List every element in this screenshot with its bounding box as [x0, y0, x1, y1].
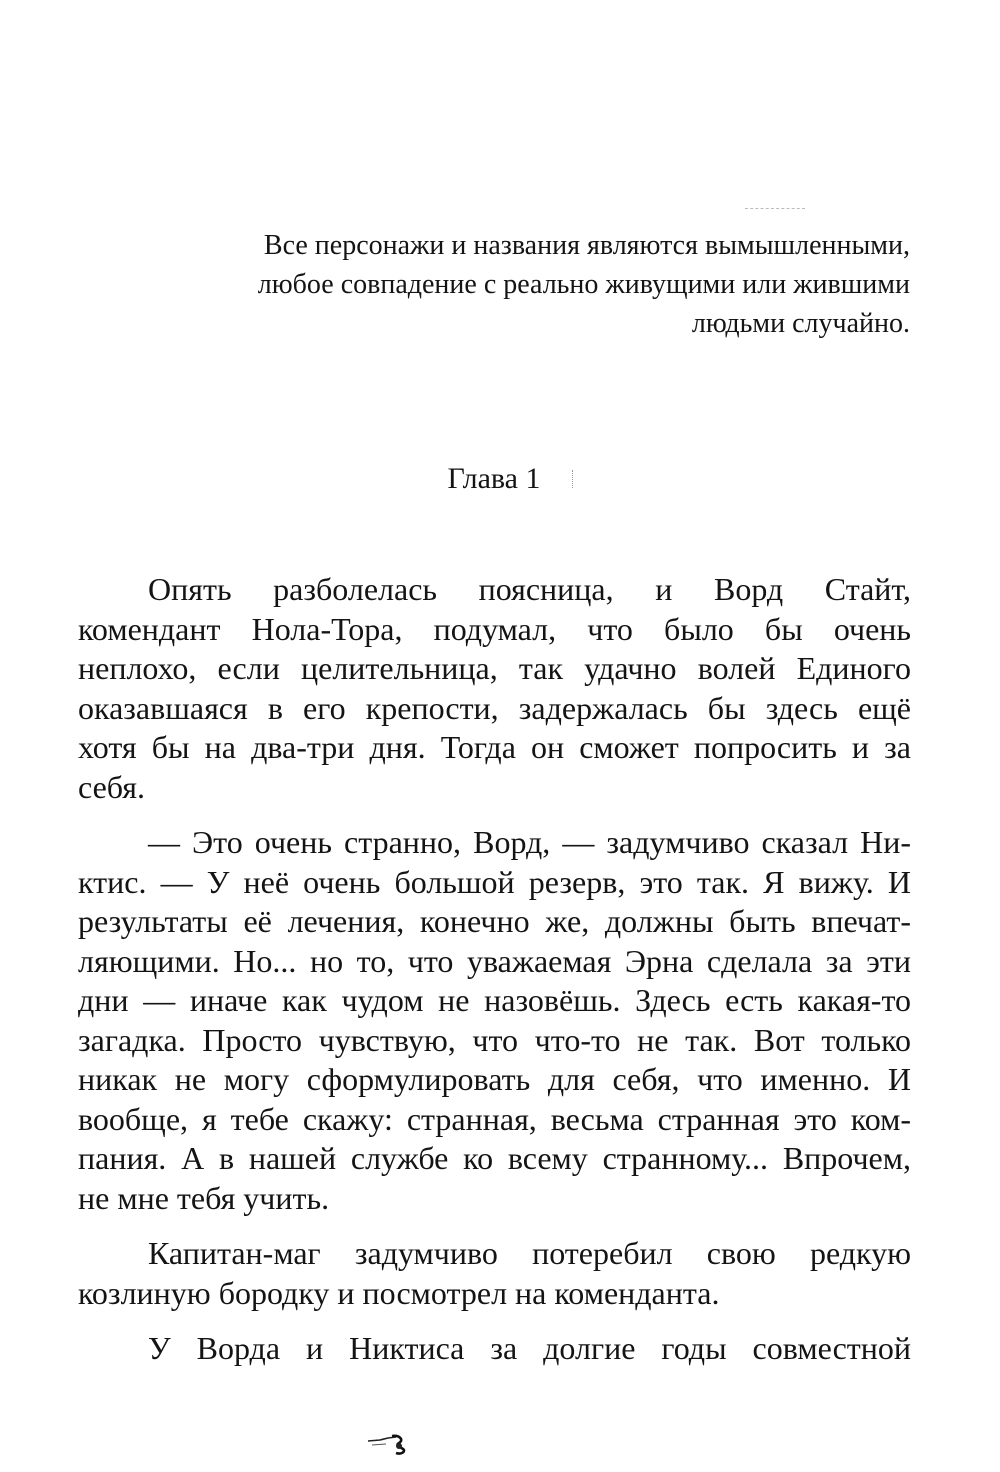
text-line: не мне тебя учить.: [78, 1179, 330, 1216]
text-line: комендант Нола-Тора, подумал, что было бы очень: [78, 610, 911, 647]
text-line: У Ворда и Никтиса за долгие годы совместной: [148, 1330, 911, 1366]
text-line: Опять разболелась поясница, и Ворд Стайт,: [148, 571, 911, 607]
text-line: хотя бы на два-три дня. Тогда он сможет попросить и за: [78, 729, 911, 765]
disclaimer-line: людьми случайно.: [691, 308, 910, 339]
text-line: результаты её лечения, конечно же, должны быть впечат-: [78, 903, 911, 939]
text-line: ляющими. Но... но то, что уважаемая Эрна сделала за эти: [78, 942, 911, 979]
text-line: оказавшаяся в его крепости, задержалась бы здесь ещё: [78, 689, 911, 726]
chapter-body: [78, 570, 911, 1385]
scan-artifact-smudge: [366, 1432, 414, 1456]
text-line: неплохо, если целительница, так удачно волей Единого: [78, 650, 911, 686]
text-line: пания. А в нашей службе ко всему странному... Впрочем,: [78, 1140, 911, 1176]
paragraph: [78, 823, 911, 1218]
chapter-title: Глава 1: [447, 462, 541, 495]
scan-artifact-dots: [572, 470, 575, 488]
chapter-heading: [0, 462, 1000, 496]
disclaimer-line: Все персонажи и названия являются вымышленными,: [263, 230, 910, 261]
scan-artifact-dash: [745, 208, 805, 209]
paragraph: [78, 1329, 911, 1369]
text-line: вообще, я тебе скажу: странная, весьма странная это ком-: [78, 1100, 911, 1137]
text-line: себя.: [78, 768, 145, 805]
disclaimer: [150, 226, 910, 343]
paragraph: [78, 1234, 911, 1313]
text-line: Капитан-маг задумчиво потеребил свою редкую: [148, 1235, 911, 1271]
paragraph: [78, 570, 911, 807]
text-line: загадка. Просто чувствую, что что-то не так. Вот только: [78, 1021, 911, 1058]
text-line: никак не могу сформулировать для себя, что именно. И: [78, 1061, 911, 1097]
text-line: козлиную бородку и посмотрел на коменданта.: [78, 1274, 720, 1311]
text-line: дни — иначе как чудом не назовёшь. Здесь есть какая-то: [78, 982, 911, 1018]
text-line: ктис. — У неё очень большой резерв, это так. Я вижу. И: [78, 863, 911, 900]
disclaimer-line: любое совпадение с реально живущими или жившими: [257, 269, 910, 300]
text-line: — Это очень странно, Ворд, — задумчиво сказал Ни-: [148, 824, 911, 860]
